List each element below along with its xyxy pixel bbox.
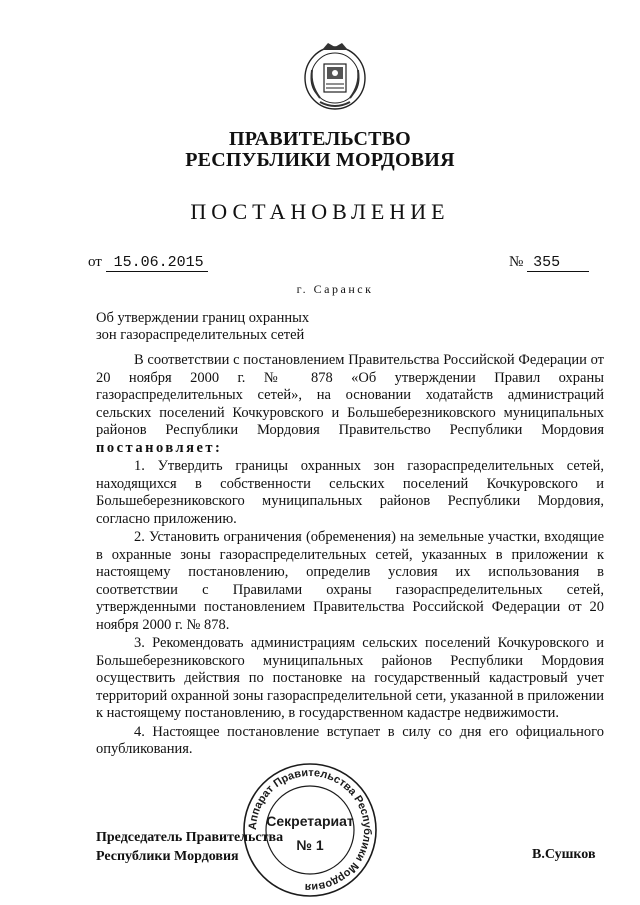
signer-title-line: Республики Мордовия xyxy=(96,849,239,864)
clause-paragraph: 4. Настоящее постановление вступает в силу со дня его официального опубликования. xyxy=(96,723,604,757)
document-subject xyxy=(96,310,309,344)
subject-line: зон газораспределительных сетей xyxy=(96,327,305,343)
date-value: 15.06.2015 xyxy=(113,254,204,271)
clause-paragraph: 1. Утвердить границы охранных зон газораспределительных сетей, находящихся в собственности сельских поселений Кочкуровского и Большеберезниковского муниципальных районов Республики Мордовия, согласно приложению. xyxy=(96,458,604,527)
number-value: 355 xyxy=(533,254,561,271)
coat-of-arms-icon xyxy=(300,40,370,112)
document-number xyxy=(509,254,589,272)
document-body xyxy=(96,352,604,760)
government-title: ПРАВИТЕЛЬСТВО xyxy=(229,128,411,150)
document-date xyxy=(88,254,208,272)
document-type-heading: ПОСТАНОВЛЕНИЕ xyxy=(190,199,450,224)
stamp-ring-text: Аппарат Правительства Республики Мордовия xyxy=(246,766,374,894)
date-prefix: от xyxy=(88,254,102,270)
clause-paragraph: 2. Установить ограничения (обременения) на земельные участки, входящие в охранные зоны газораспределительных сетей, указанных в приложении к настоящему постановлению, определив условия их использования в соответствии с Правилами охраны газораспределительных сетей, утвержденными постановлением Правительства Российской Федерации от 20 ноября 2000 г. № 878. xyxy=(96,529,604,633)
decree-word: постановляет: xyxy=(96,439,223,456)
republic-title: РЕСПУБЛИКИ МОРДОВИЯ xyxy=(185,149,455,171)
official-stamp-icon xyxy=(240,760,380,900)
signer-name: В.Сушков xyxy=(532,847,596,862)
clause-paragraph: 3. Рекомендовать администрациям сельских поселений Кочкуровского и Большеберезниковского муниципальных районов Республики Мордовия осуществить действия по постановке на государственный кадастровый учет территорий охранной зоны газораспределительной сети, указанной в приложении к настоящему постановлению, в государственном кадастре недвижимости. xyxy=(96,635,604,721)
stamp-center-number: № 1 xyxy=(296,837,324,853)
number-prefix: № xyxy=(509,254,524,270)
city-label: г. Саранск xyxy=(296,282,374,296)
preamble-text: В соответствии с постановлением Правительства Российской Федерации от 20 ноября 2000 г. № 878 «Об утверждении Правил охраны газораспределительных сетей», на основании ходатайств администраций сельских поселений Кочкуровского и Большеберезниковского муниципальных районов Республики Мордовия Правительство Республики Мордовия xyxy=(96,352,604,438)
preamble-paragraph xyxy=(96,352,604,457)
stamp-center-title: Секретариат xyxy=(266,813,354,829)
signer-title-line: Председатель Правительства xyxy=(96,830,284,845)
subject-line: Об утверждении границ охранных xyxy=(96,310,310,326)
